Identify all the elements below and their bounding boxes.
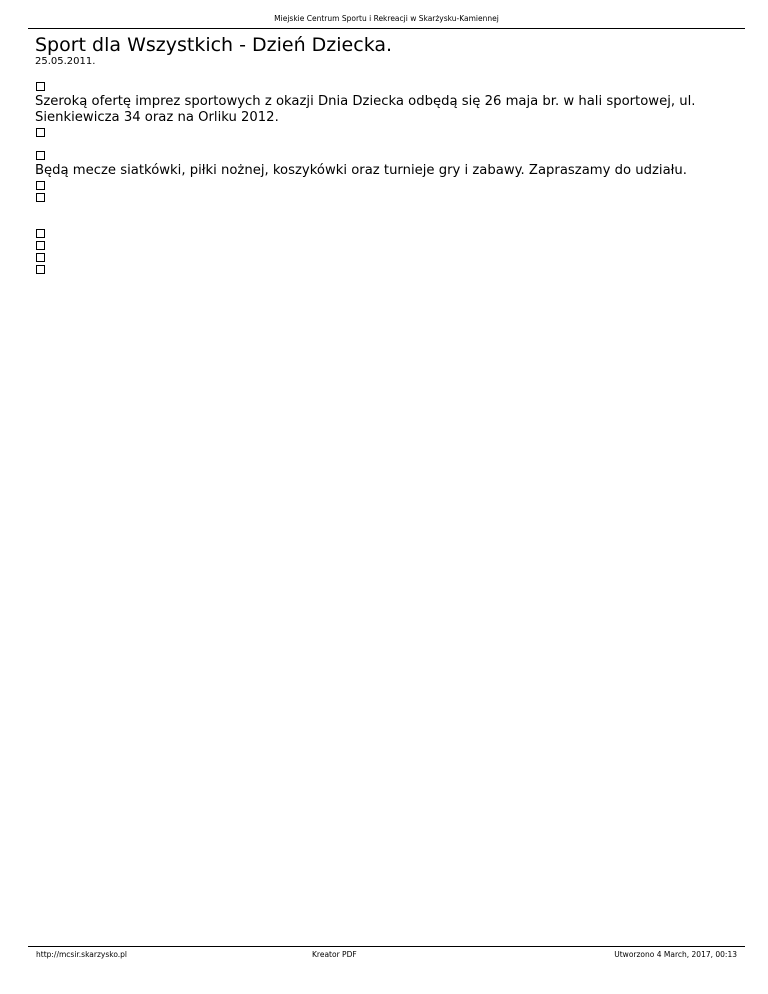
missing-glyph-box-icon (36, 128, 45, 137)
missing-glyph-box-icon (36, 265, 45, 274)
missing-glyph-box-icon (36, 82, 45, 91)
missing-glyph-box-icon (36, 241, 45, 250)
missing-glyph-box-icon (36, 193, 45, 202)
footer-created: Utworzono 4 March, 2017, 00:13 (614, 950, 737, 959)
page-header (28, 14, 745, 29)
article-content (35, 34, 735, 277)
missing-glyph-box-icon (36, 181, 45, 190)
article-paragraph: Szeroką ofertę imprez sportowych z okazji Dnia Dziecka odbędą się 26 maja br. w hali sportowej, ul. Sienkiewicza 34 oraz na Orliku 2012. (35, 94, 696, 125)
page-footer (28, 946, 745, 961)
missing-glyph-box-icon (36, 253, 45, 262)
missing-glyph-box-icon (36, 151, 45, 160)
article-paragraph: Będą mecze siatkówki, piłki nożnej, koszykówki oraz turnieje gry i zabawy. Zapraszamy do udziału. (35, 163, 687, 178)
article-date: 25.05.2011. (35, 56, 96, 67)
footer-generator: Kreator PDF (312, 950, 357, 959)
header-organization: Miejskie Centrum Sportu i Rekreacji w Skarżysku-Kamiennej (274, 14, 499, 23)
article-title: Sport dla Wszystkich - Dzień Dziecka. (35, 34, 393, 56)
footer-url: http://mcsir.skarzysko.pl (36, 950, 128, 959)
missing-glyph-box-icon (36, 229, 45, 238)
